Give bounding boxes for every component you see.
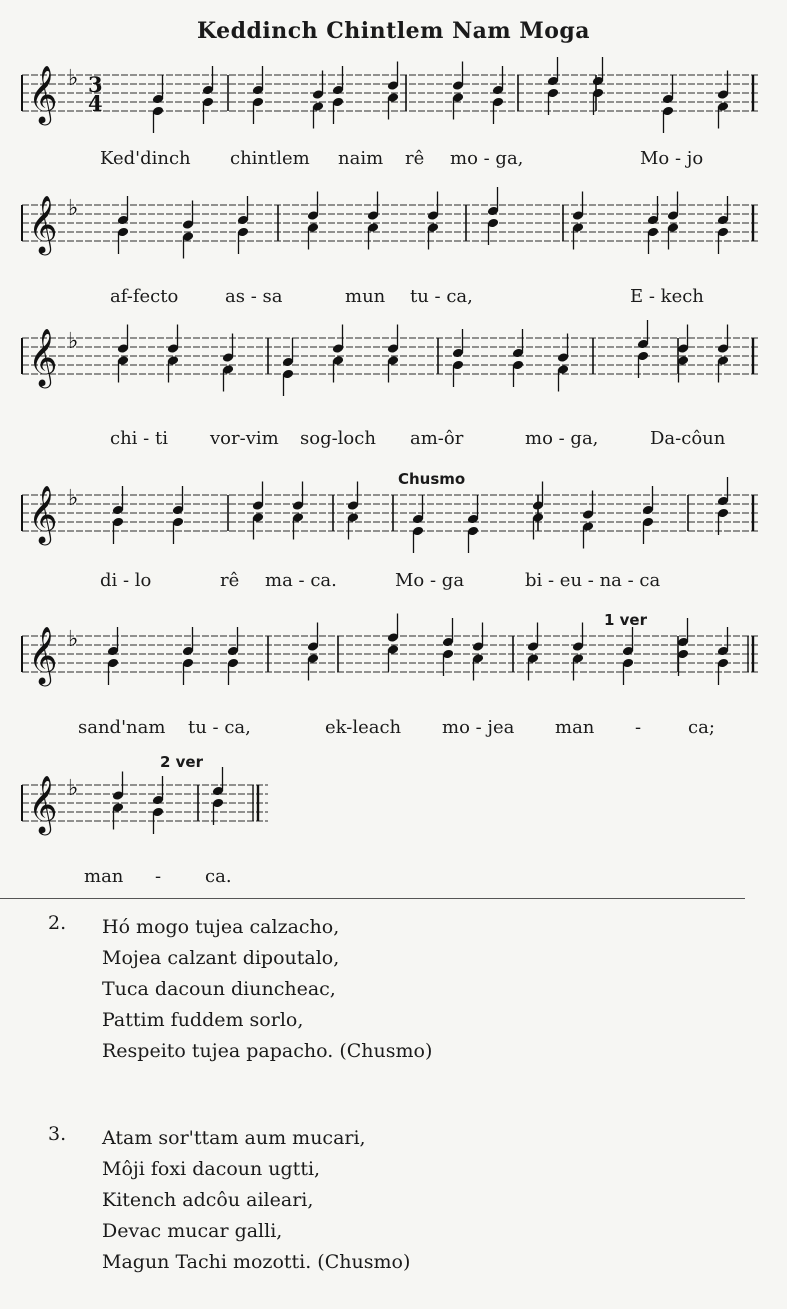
staff-system bbox=[18, 308, 778, 418]
treble-clef-icon: 𝄞 bbox=[28, 626, 58, 684]
lyric-syllable: Mo - ga bbox=[395, 570, 465, 591]
staff-system bbox=[18, 606, 778, 716]
verse-lines bbox=[102, 1123, 410, 1278]
lyric-syllable: mo - jea bbox=[442, 717, 515, 738]
lyric-syllable: Mo - jo bbox=[640, 148, 704, 169]
lyric-syllable: Da-côun bbox=[650, 428, 726, 449]
lyric-syllable: Ked'dinch bbox=[100, 148, 191, 169]
lyric-syllable: chintlem bbox=[230, 148, 310, 169]
verse-number: 3. bbox=[48, 1123, 67, 1145]
lyric-syllable: - bbox=[155, 866, 162, 887]
flat-icon: ♭ bbox=[68, 66, 79, 91]
section-divider bbox=[0, 898, 745, 899]
time-signature-top: 3 bbox=[88, 72, 103, 97]
verse-number: 2. bbox=[48, 912, 67, 934]
staff bbox=[18, 465, 768, 575]
lyric-syllable: tu - ca, bbox=[188, 717, 251, 738]
lyric-syllable: af-fecto bbox=[110, 286, 179, 307]
lyric-syllable: - bbox=[635, 717, 642, 738]
flat-icon: ♭ bbox=[68, 776, 79, 801]
lyric-syllable: rê bbox=[405, 148, 425, 169]
time-signature-bottom: 4 bbox=[88, 91, 103, 116]
staff bbox=[18, 175, 768, 285]
lyric-syllable: ek-leach bbox=[325, 717, 402, 738]
lyric-syllable: man bbox=[84, 866, 124, 887]
verse-lines bbox=[102, 912, 432, 1067]
staff-system bbox=[18, 755, 778, 865]
verse-line: Hó mogo tujea calzacho, bbox=[102, 916, 340, 938]
staff-system bbox=[18, 45, 778, 155]
verse-line: Mojea calzant dipoutalo, bbox=[102, 947, 340, 969]
treble-clef-icon: 𝄞 bbox=[28, 328, 58, 386]
treble-clef-icon: 𝄞 bbox=[28, 485, 58, 543]
treble-clef-icon: 𝄞 bbox=[28, 65, 58, 123]
lyric-syllable: rê bbox=[220, 570, 240, 591]
lyric-syllable: as - sa bbox=[225, 286, 283, 307]
first-ending-label: 1 ver bbox=[604, 611, 648, 629]
lyric-syllable: mun bbox=[345, 286, 386, 307]
staff-system bbox=[18, 175, 778, 285]
staff bbox=[18, 755, 278, 865]
verse-line: Atam sor'ttam aum mucari, bbox=[102, 1127, 366, 1149]
lyric-syllable: bi - eu - na - ca bbox=[525, 570, 661, 591]
verse-line: Respeito tujea papacho. (Chusmo) bbox=[102, 1040, 433, 1062]
song-title: Keddinch Chintlem Nam Moga bbox=[196, 18, 591, 44]
lyric-syllable: sog-loch bbox=[300, 428, 376, 449]
lyric-syllable: ca; bbox=[688, 717, 715, 738]
verse-line: Môji foxi dacoun ugtti, bbox=[102, 1158, 321, 1180]
treble-clef-icon: 𝄞 bbox=[28, 195, 58, 253]
second-ending-label: 2 ver bbox=[160, 753, 204, 771]
lyric-syllable: chi - ti bbox=[110, 428, 168, 449]
lyric-syllable: vor-vim bbox=[210, 428, 279, 449]
lyric-syllable: man bbox=[555, 717, 595, 738]
staff bbox=[18, 308, 768, 418]
lyric-syllable: mo - ga, bbox=[450, 148, 524, 169]
lyric-syllable: E - kech bbox=[630, 286, 704, 307]
lyric-syllable: sand'nam bbox=[78, 717, 166, 738]
verse-line: Pattim fuddem sorlo, bbox=[102, 1009, 304, 1031]
flat-icon: ♭ bbox=[68, 486, 79, 511]
lyric-syllable: naim bbox=[338, 148, 384, 169]
chorus-label: Chusmo bbox=[398, 470, 466, 488]
verse-line: Kitench adcôu aileari, bbox=[102, 1189, 314, 1211]
lyric-syllable: ca. bbox=[205, 866, 232, 887]
treble-clef-icon: 𝄞 bbox=[28, 775, 58, 833]
verse-line: Devac mucar galli, bbox=[102, 1220, 283, 1242]
staff bbox=[18, 45, 768, 155]
lyric-syllable: mo - ga, bbox=[525, 428, 599, 449]
flat-icon: ♭ bbox=[68, 627, 79, 652]
verse-line: Tuca dacoun diuncheac, bbox=[102, 978, 336, 1000]
verse-line: Magun Tachi mozotti. (Chusmo) bbox=[102, 1251, 411, 1273]
lyric-syllable: tu - ca, bbox=[410, 286, 473, 307]
lyric-syllable: di - lo bbox=[100, 570, 152, 591]
flat-icon: ♭ bbox=[68, 196, 79, 221]
flat-icon: ♭ bbox=[68, 329, 79, 354]
lyric-syllable: am-ôr bbox=[410, 428, 464, 449]
staff bbox=[18, 606, 768, 716]
lyric-syllable: ma - ca. bbox=[265, 570, 337, 591]
